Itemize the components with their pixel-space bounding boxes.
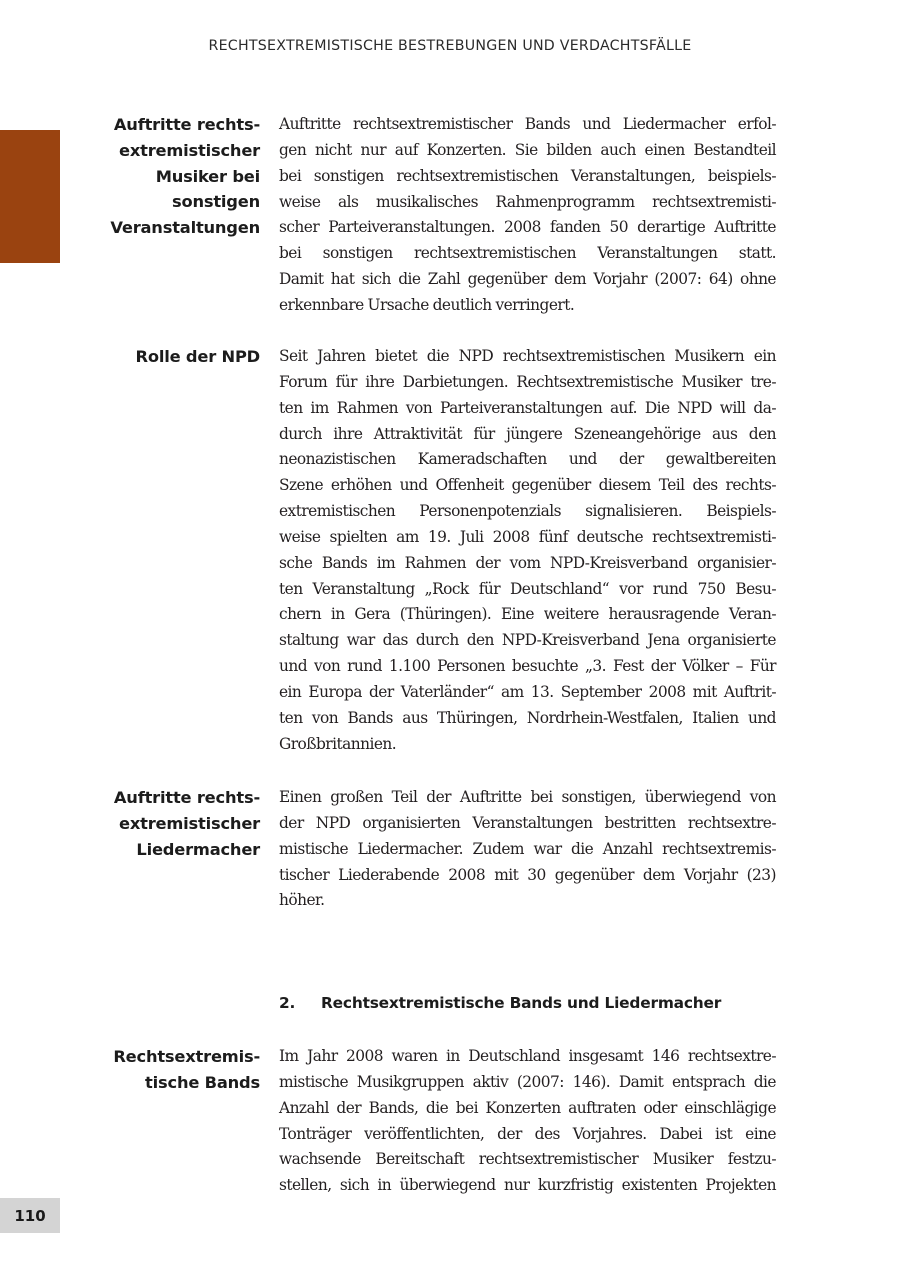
margin-note-line: Rolle der NPD <box>135 347 260 366</box>
text-line: Auftritte rechtsextremistischer Bands und Liedermacher erfol- <box>279 115 776 133</box>
text-line: Forum für ihre Darbietungen. Rechtsextremistische Musiker tre- <box>279 372 776 391</box>
text-line: Einen großen Teil der Auftritte bei sonstigen, überwiegend von <box>279 788 776 806</box>
text-line: Im Jahr 2008 waren in Deutschland insgesamt 146 rechtsextre- <box>279 1047 776 1065</box>
text-line: staltung war das durch den NPD-Kreisverband Jena organisierte <box>279 631 776 650</box>
text-line: höher. <box>279 891 325 910</box>
margin-note-line: extremistischer <box>118 813 260 833</box>
text-line: Anzahl der Bands, die bei Konzerten auftraten oder einschlägige <box>279 1098 776 1117</box>
margin-note-musiker-bei-veranstaltungen <box>60 112 260 241</box>
margin-note-line: Veranstaltungen <box>110 218 260 238</box>
paragraph-liedermacher <box>279 785 776 914</box>
margin-note-line: Liedermacher <box>136 839 260 859</box>
text-line: ein Europa der Vaterländer“ am 13. September 2008 mit Auftrit- <box>279 682 776 701</box>
text-line: Seit Jahren bietet die NPD rechtsextremistischen Musikern ein <box>279 347 776 365</box>
text-line: weise spielten am 19. Juli 2008 fünf deutsche rechtsextremisti- <box>279 527 776 546</box>
text-line: ten Veranstaltung „Rock für Deutschland“ vor rund 750 Besu- <box>279 579 776 598</box>
margin-note-line: Musiker bei <box>155 166 260 186</box>
text-line: wachsende Bereitschaft rechtsextremistischer Musiker festzu- <box>279 1150 776 1169</box>
text-line: Szene erhöhen und Offenheit gegenüber diesem Teil des rechts- <box>279 476 776 495</box>
text-line: chern in Gera (Thüringen). Eine weitere herausragende Veran- <box>279 605 776 624</box>
text-line: mistische Musikgruppen aktiv (2007: 146). Damit entsprach die <box>279 1072 776 1091</box>
text-line: Damit hat sich die Zahl gegenüber dem Vorjahr (2007: 64) ohne <box>279 270 776 289</box>
text-line: ten von Bands aus Thüringen, Nordrhein-Westfalen, Italien und <box>279 708 776 727</box>
section-heading-number: 2. <box>279 994 296 1012</box>
paragraph-rolle-der-npd <box>279 344 776 758</box>
margin-note-line: tische Bands <box>145 1072 260 1092</box>
running-header: RECHTSEXTREMISTISCHE BESTREBUNGEN UND VERDACHTSFÄLLE <box>208 38 692 54</box>
text-line: erkennbare Ursache deutlich verringert. <box>279 295 575 314</box>
margin-note-line: Auftritte rechts- <box>113 788 260 807</box>
margin-note-line: extremistischer <box>118 140 260 160</box>
paragraph-musiker-bei-veranstaltungen <box>279 112 776 319</box>
text-line: der NPD organisierten Veranstaltungen bestritten rechtsextre- <box>279 813 776 832</box>
text-line: mistische Liedermacher. Zudem war die Anzahl rechtsextremis- <box>279 839 776 858</box>
text-line: ten im Rahmen von Parteiveranstaltungen auf. Die NPD will da- <box>279 398 776 417</box>
text-line: sche Bands im Rahmen der vom NPD-Kreisverband organisier- <box>279 553 776 572</box>
text-line: tischer Liederabende 2008 mit 30 gegenüber dem Vorjahr (23) <box>279 865 776 884</box>
text-line: stellen, sich in überwiegend nur kurzfristig existenten Projekten <box>279 1176 776 1195</box>
margin-note-line: Auftritte rechts- <box>113 115 260 134</box>
margin-note-line: sonstigen <box>171 192 260 212</box>
text-line: und von rund 1.100 Personen besuchte „3. Fest der Völker – Für <box>279 657 776 676</box>
text-line: bei sonstigen rechtsextremistischen Veranstaltungen statt. <box>279 244 776 263</box>
text-line: bei sonstigen rechtsextremistischen Veranstaltungen, beispiels- <box>279 166 776 185</box>
text-line: scher Parteiveranstaltungen. 2008 fanden 50 derartige Auftritte <box>279 218 776 237</box>
margin-note-rolle-der-npd <box>60 344 260 370</box>
paragraph-bands <box>279 1044 776 1199</box>
section-heading-title: Rechtsextremistische Bands und Liedermacher <box>321 994 722 1012</box>
text-line: extremistischen Personenpotenzials signalisieren. Beispiels- <box>279 502 776 521</box>
page-number: 110 <box>0 1198 60 1233</box>
text-line: weise als musikalisches Rahmenprogramm rechtsextremisti- <box>279 192 776 211</box>
text-line: Tonträger veröffentlichten, der des Vorjahres. Dabei ist eine <box>279 1124 776 1143</box>
text-line: neonazistischen Kameradschaften und der gewaltbereiten <box>279 450 776 469</box>
section-heading <box>279 994 721 1012</box>
chapter-color-tab <box>0 130 60 263</box>
margin-note-liedermacher <box>60 785 260 862</box>
text-line: gen nicht nur auf Konzerten. Sie bilden auch einen Bestandteil <box>279 140 776 159</box>
text-line: durch ihre Attraktivität für jüngere Szeneangehörige aus den <box>279 424 776 443</box>
margin-note-bands <box>60 1044 260 1096</box>
margin-note-line: Rechtsextremis- <box>113 1047 260 1066</box>
text-line: Großbritannien. <box>279 734 397 753</box>
